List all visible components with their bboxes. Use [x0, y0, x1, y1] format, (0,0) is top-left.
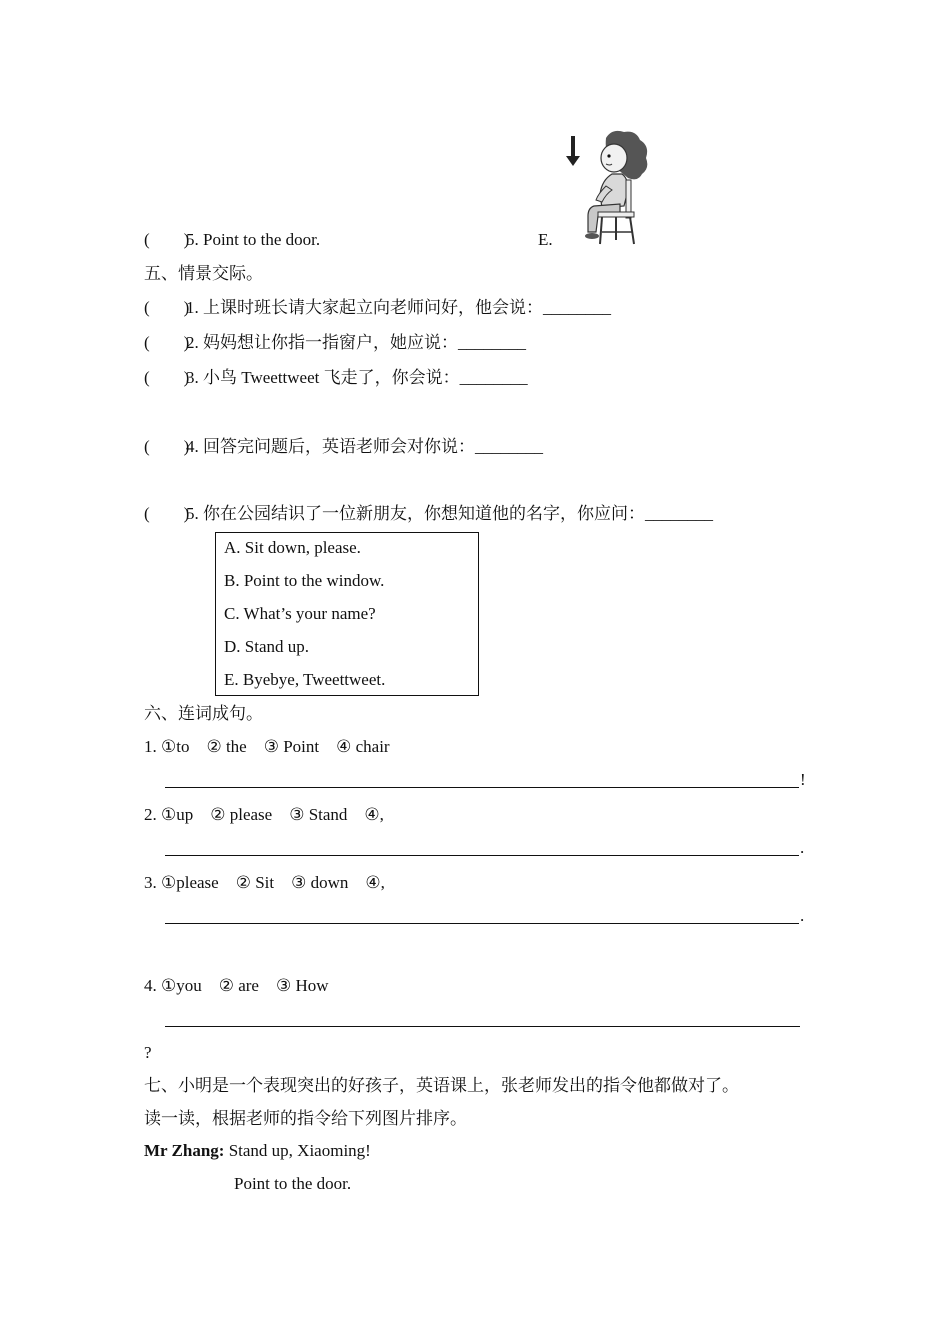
answer-line[interactable]	[165, 1026, 800, 1027]
down-arrow-icon	[566, 136, 580, 166]
word-order-item-3: 3. ①please ② Sit ③ down ④,	[144, 873, 385, 892]
option-e: E. Byebye, Tweettweet.	[224, 670, 386, 689]
option-c: C. What’s your name?	[224, 604, 376, 623]
end-punctuation: .	[800, 906, 805, 925]
option-a: A. Sit down, please.	[224, 538, 361, 557]
answer-paren: ( )	[144, 504, 190, 523]
situational-item-3	[144, 367, 528, 389]
girl-sitting-down-icon	[562, 128, 652, 246]
question-text: 5. Point to the door.	[186, 230, 321, 249]
section-5-title: 五、情景交际。	[144, 264, 263, 283]
option-b: B. Point to the window.	[224, 571, 385, 590]
speaker-name: Mr Zhang:	[144, 1141, 225, 1160]
teacher-instruction-1	[144, 1140, 371, 1162]
answer-paren: ( )	[144, 368, 190, 387]
answer-paren: ( )	[144, 298, 190, 317]
options-box	[215, 532, 479, 696]
item-text: 3. 小鸟 Tweettweet 飞走了，你会说：________	[186, 368, 528, 387]
answer-line[interactable]	[165, 923, 799, 924]
situational-item-4	[144, 436, 543, 458]
section-7-title-line-2: 读一读，根据老师的指令给下列图片排序。	[144, 1109, 467, 1128]
option-letter: E.	[538, 230, 553, 249]
answer-line[interactable]	[165, 787, 799, 788]
situational-item-1	[144, 297, 611, 319]
instruction-text: Stand up, Xiaoming!	[224, 1141, 371, 1160]
word-order-item-4: 4. ①you ② are ③ How	[144, 976, 329, 995]
item-text: 1. 上课时班长请大家起立向老师问好，他会说：________	[186, 298, 611, 317]
word-order-item-1: 1. ①to ② the ③ Point ④ chair	[144, 737, 390, 756]
option-d: D. Stand up.	[224, 637, 309, 656]
end-punctuation: ?	[144, 1043, 152, 1062]
end-punctuation: .	[800, 838, 805, 857]
item-text: 2. 妈妈想让你指一指窗户，她应说：________	[186, 333, 526, 352]
situational-item-5	[144, 503, 713, 525]
answer-paren: ( )	[144, 333, 190, 352]
section-6-title: 六、连词成句。	[144, 704, 263, 723]
answer-paren: ( )	[144, 230, 190, 249]
answer-paren: ( )	[144, 437, 190, 456]
teacher-instruction-2: Point to the door.	[234, 1174, 352, 1193]
situational-item-2	[144, 332, 526, 354]
item-text: 4. 回答完问题后，英语老师会对你说：________	[186, 437, 543, 456]
section-7-title-line-1: 七、小明是一个表现突出的好孩子，英语课上，张老师发出的指令他都做对了。	[144, 1076, 739, 1095]
question-5-line	[144, 229, 320, 251]
item-text: 5. 你在公园结识了一位新朋友，你想知道他的名字，你应问：________	[186, 504, 713, 523]
word-order-item-2: 2. ①up ② please ③ Stand ④,	[144, 805, 384, 824]
answer-line[interactable]	[165, 855, 799, 856]
end-punctuation: !	[800, 770, 806, 789]
